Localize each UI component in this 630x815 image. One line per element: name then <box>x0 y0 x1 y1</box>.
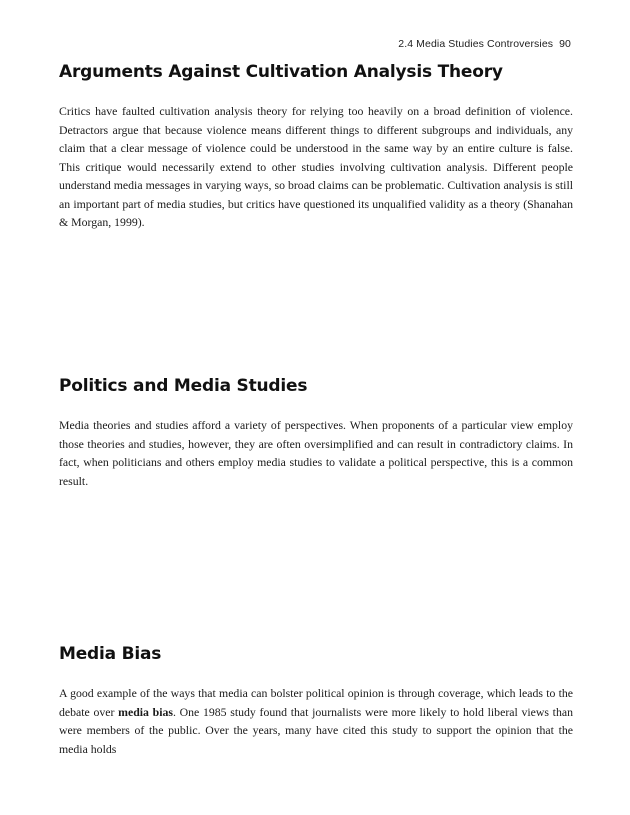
section-media-bias <box>59 644 573 758</box>
section-politics-media-studies <box>59 376 573 490</box>
section-cultivation-analysis <box>59 62 573 232</box>
section-paragraph <box>59 684 573 758</box>
section-heading: Media Bias <box>59 644 162 664</box>
paragraph-text-before: A good example of the ways that media can bolster political opinion is through coverage, which leads to the debate over <box>59 686 573 719</box>
page-number: 90 <box>559 38 571 50</box>
running-header <box>398 38 571 50</box>
key-term-media-bias: media bias <box>118 704 173 719</box>
section-heading: Arguments Against Cultivation Analysis Theory <box>59 62 503 82</box>
section-heading: Politics and Media Studies <box>59 376 308 396</box>
section-paragraph: Critics have faulted cultivation analysis theory for relying too heavily on a broad definition of violence. Detractors argue that because violence means different things to different subgroups and individuals, any claim that a clear message of violence could be understood in the same way by an entire culture is false. This critique would necessarily extend to other studies involving cultivation analysis. Different people understand media messages in varying ways, so broad claims can be problematic. Cultivation analysis is still an important part of media studies, but critics have questioned its unqualified validity as a theory (Shanahan & Morgan, 1999). <box>59 104 573 229</box>
paragraph-text-after: . One 1985 study found that journalists were more likely to hold liberal views than were members of the public. Over the years, many have cited this study to support the opinion that the media holds <box>59 704 573 756</box>
section-paragraph: Media theories and studies afford a variety of perspectives. When proponents of a particular view employ those theories and studies, however, they are often oversimplified and can result in contradictory claims. In fact, when politicians and others employ media studies to validate a political perspective, this is a common result. <box>59 418 573 488</box>
running-header-section-title: 2.4 Media Studies Controversies <box>398 38 554 50</box>
